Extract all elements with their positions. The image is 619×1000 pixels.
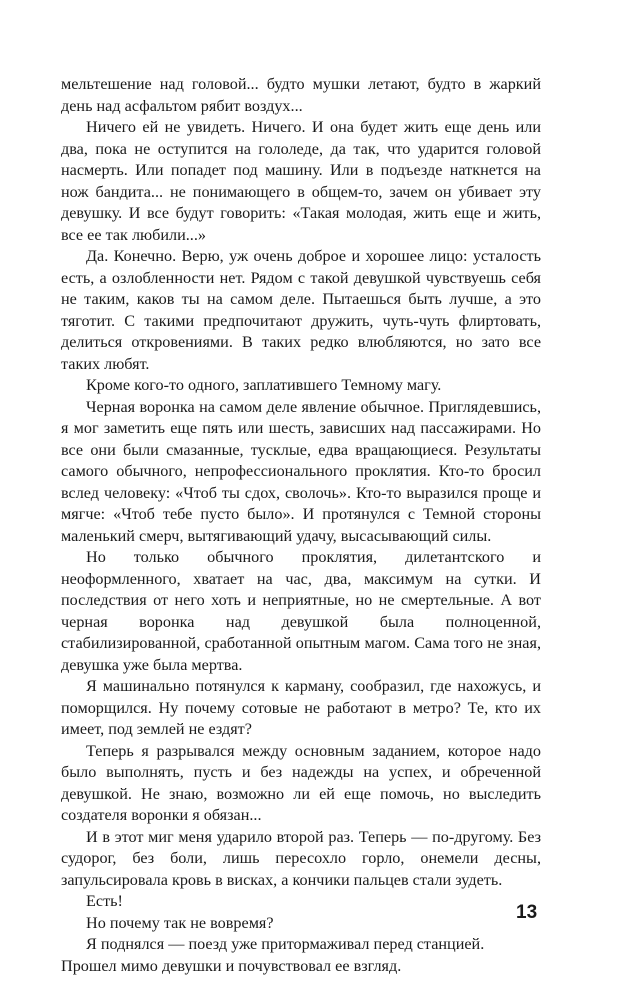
paragraph-12: Я поднялся — поезд уже притормаживал перед станцией. Прошел мимо девушки и почувствовал ее взгляд. bbox=[61, 935, 485, 975]
paragraph-9: И в этот миг меня ударило второй раз. Теперь — по-другому. Без судорог, без боли, лишь пересохло горло, онемели десны, запульсировала кровь в висках, а кончики пальцев стали зудеть. bbox=[61, 827, 541, 889]
paragraph-6: Но только обычного проклятия, дилетантского и неоформленного, хватает на час, два, максимум на сутки. И последствия от него хоть и неприятные, но не смертельные. А вот черная воронка над девушкой была полноценной, стабилизированной, сработанной опытным магом. Сама того не зная, девушка уже была мертва. bbox=[61, 548, 541, 674]
paragraph-7: Я машинально потянулся к карману, сообразил, где нахожусь, и поморщился. Ну почему сотовые не работают в метро? Те, кто их имеет, под землей не ездят? bbox=[61, 677, 541, 738]
paragraph-8: Теперь я разрывался между основным заданием, которое надо было выполнять, пусть и без надежды на успех, и обреченной девушкой. Не знаю, возможно ли ей еще помочь, но выследить создателя воронки я обязан... bbox=[61, 741, 541, 824]
paragraph-3: Да. Конечно. Верю, уж очень доброе и хорошее лицо: усталость есть, а озлобленности нет. Рядом с такой девушкой чувствуешь себя не таким, каков ты на самом деле. Пытаешься быть лучше, а это тяготит. С такими предпочитают дружить, чуть-чуть флиртовать, делиться откровениями. В таких редко влюбляются, но зато все таких любят. bbox=[61, 247, 541, 373]
book-page-text bbox=[61, 74, 541, 977]
paragraph-4: Кроме кого-то одного, заплатившего Темному магу. bbox=[86, 376, 442, 394]
paragraph-1: мельтешение над головой... будто мушки летают, будто в жаркий день над асфальтом рябит воздух... bbox=[61, 75, 541, 115]
paragraph-5: Черная воронка на самом деле явление обычное. Приглядевшись, я мог заметить еще пять или шесть, зависших над пассажирами. Но все они были смазанные, тусклые, едва вращающиеся. Результаты самого обычного, непрофессионального проклятия. Кто-то бросил вслед человеку: «Чтоб ты сдох, сволочь». Кто-то выразился проще и мягче: «Чтоб тебе пусто было». И протянулся с Темной стороны маленький смерч, вытягивающий удачу, высасывающий силы. bbox=[61, 397, 541, 545]
paragraph-10: Есть! bbox=[86, 892, 123, 910]
paragraph-11: Но почему так не вовремя? bbox=[86, 913, 274, 932]
page-number: 13 bbox=[516, 902, 538, 923]
paragraph-2: Ничего ей не увидеть. Ничего. И она будет жить еще день или два, пока не оступится на гололеде, да так, что ударится головой насмерть. Или попадет под машину. Или в подъезде наткнется на нож бандита... не понимающего в общем-то, зачем он убивает эту девушку. И все будут говорить: «Такая молодая, жить еще и жить, все ее так любили...» bbox=[61, 118, 541, 244]
